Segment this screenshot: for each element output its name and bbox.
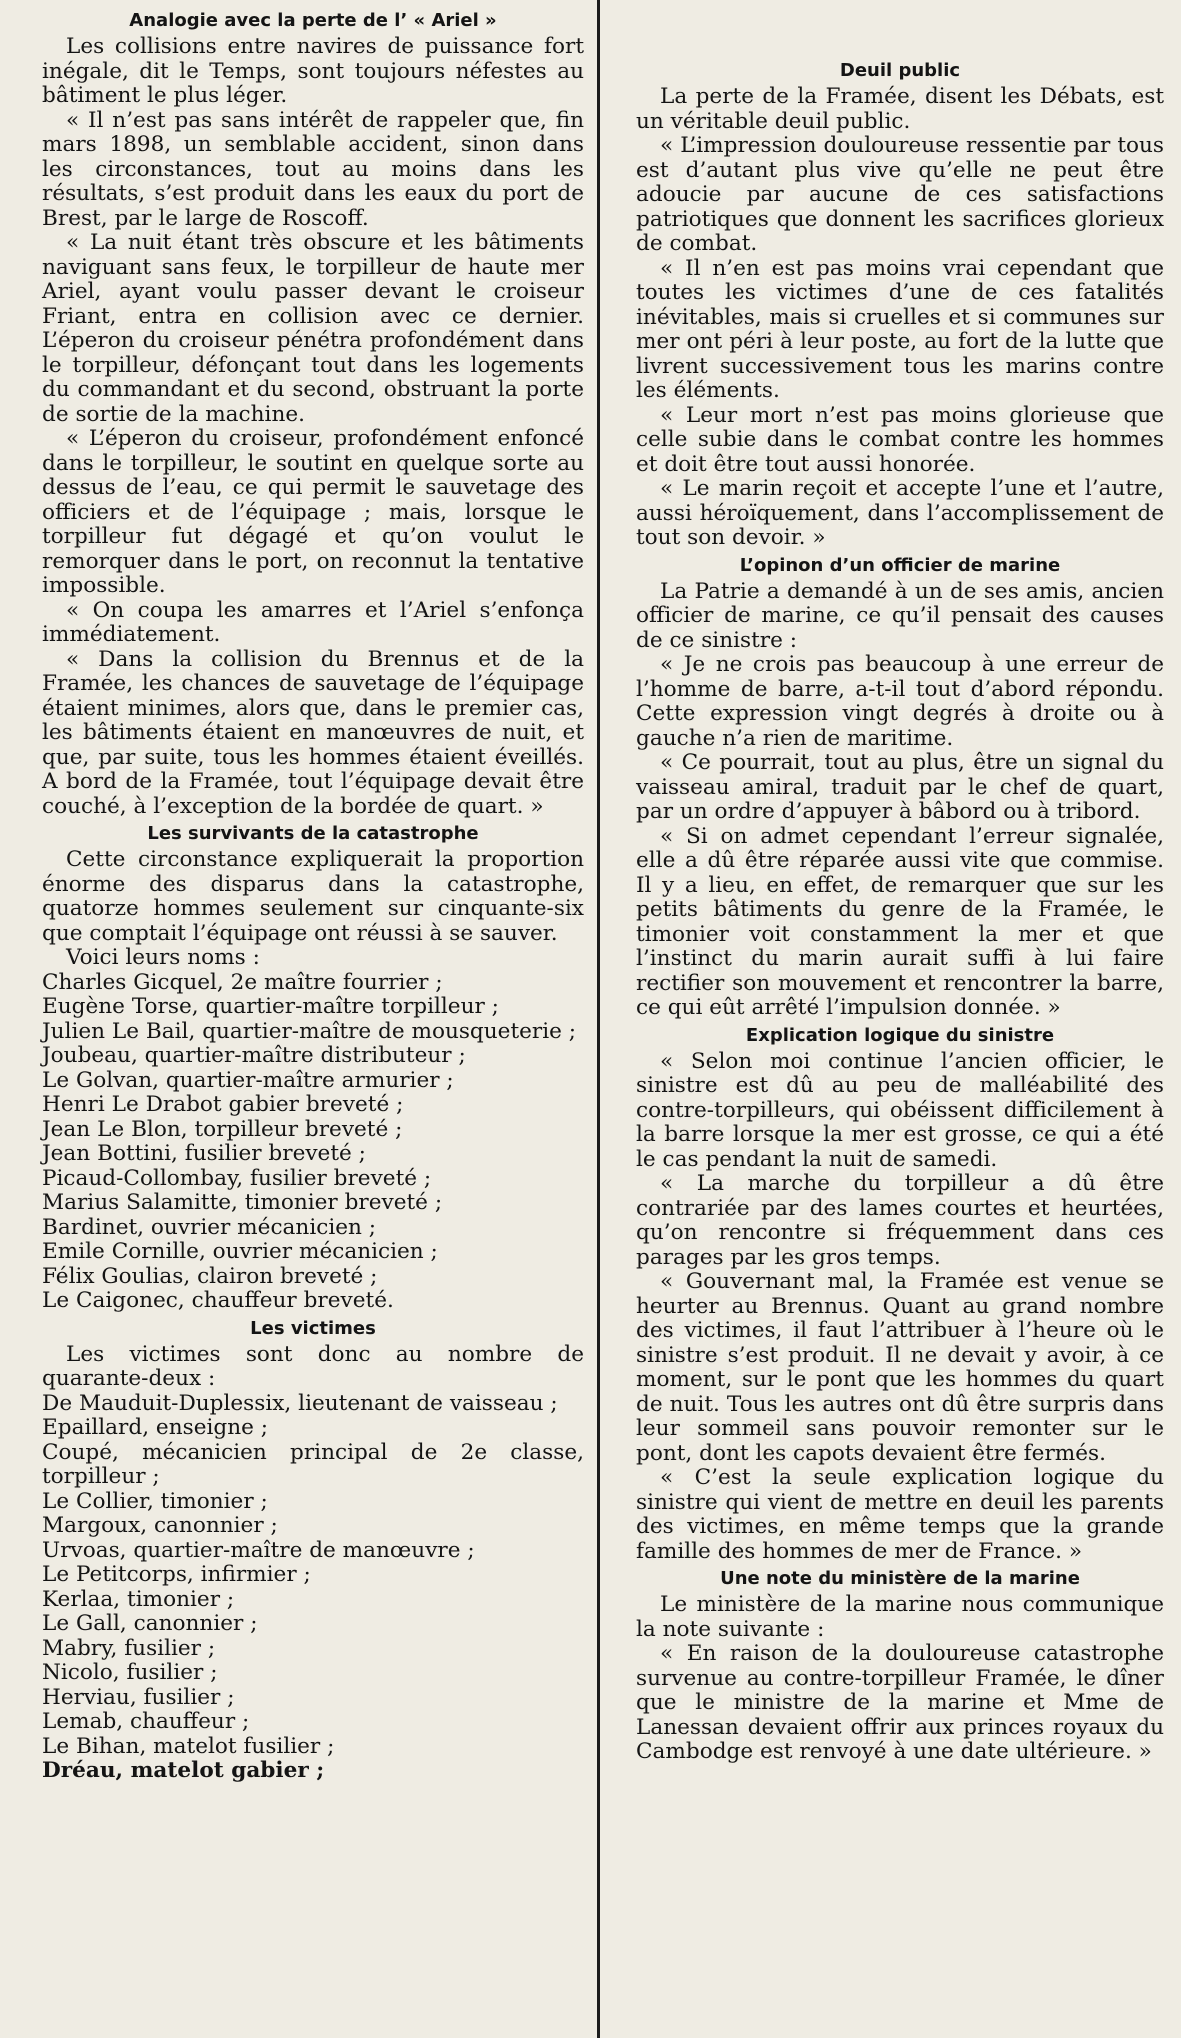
paragraph: « L’impression douloureuse ressentie par tous est d’autant plus vive qu’elle ne peut être adoucie par aucune de ces satisfactions patriotiques que donnent les sacrifices glorieux de combat. xyxy=(636,133,1164,256)
victim-name: Le Collier, timonier ; xyxy=(42,1488,268,1514)
survivor-name: Marius Salamitte, timonier breveté ; xyxy=(42,1190,443,1215)
section-heading-survivants: Les survivants de la catastrophe xyxy=(147,823,479,844)
victim-name: De Mauduit-Duplessix, lieutenant de vaisseau ; xyxy=(42,1390,558,1416)
victim-name: Margoux, canonnier ; xyxy=(42,1513,278,1538)
survivor-name: Le Caigonec, chauffeur breveté. xyxy=(42,1288,394,1313)
paragraph: La Patrie a demandé à un de ses amis, ancien officier de marine, ce qu’il pensait des causes de ce sinistre : xyxy=(636,578,1164,653)
paragraph: « Ce pourrait, tout au plus, être un signal du vaisseau amiral, traduit par le chef de quart, par un ordre d’appuyer à bâbord ou à tribord. xyxy=(636,750,1164,824)
survivor-name: Emile Cornille, ouvrier mécanicien ; xyxy=(42,1239,438,1264)
victim-name: Lemab, chauffeur ; xyxy=(42,1709,250,1734)
paragraph: « On coupa les amarres et l’Ariel s’enfonça immédiatement. xyxy=(42,597,584,647)
section-heading-explication: Explication logique du sinistre xyxy=(745,1024,1055,1046)
victim-name: Le Bihan, matelot fusilier ; xyxy=(42,1733,335,1759)
survivor-name: Félix Goulias, clairon breveté ; xyxy=(42,1263,378,1289)
paragraph: « C’est la seule explication logique du sinistre qui vient de mettre en deuil les parents des victimes, en même temps que la grande famille des hommes de mer de France. » xyxy=(636,1465,1164,1564)
paragraph: « L’éperon du croiseur, profondément enfoncé dans le torpilleur, le soutint en quelque sorte au dessus de l’eau, ce qui permit le sauvetage des officiers et de l’équipage ; mais, lorsque le torpilleur fut dégagé et qu’on voulut le remorquer dans le port, on reconnut la tentative impossible. xyxy=(42,426,584,598)
survivor-name: Henri Le Drabot gabier breveté ; xyxy=(42,1092,404,1117)
paragraph: Le ministère de la marine nous communique la note suivante : xyxy=(636,1592,1164,1642)
paragraph: Les victimes sont donc au nombre de quarante-deux : xyxy=(42,1341,584,1391)
survivor-name: Jean Bottini, fusilier breveté ; xyxy=(42,1141,366,1166)
victim-name: Herviau, fusilier ; xyxy=(42,1684,235,1710)
victim-name: Nicolo, fusilier ; xyxy=(42,1660,218,1685)
paragraph: Voici leurs noms : xyxy=(66,945,260,970)
paragraph: « Leur mort n’est pas moins glorieuse que celle subie dans le combat contre les hommes et doit être tout aussi honorée. xyxy=(636,402,1164,477)
paragraph: « Il n’est pas sans intérêt de rappeler que, fin mars 1898, un semblable accident, sinon dans les circonstances, tout au moins dans les résultats, s’est produit dans les eaux du port de Brest, par le large de Roscoff. xyxy=(42,107,584,231)
paragraph: Les collisions entre navires de puissance fort inégale, dit le Temps, sont toujours néfestes au bâtiment le plus léger. xyxy=(42,34,584,108)
paragraph: La perte de la Framée, disent les Débats, est un véritable deuil public. xyxy=(636,84,1164,134)
left-column xyxy=(42,6,584,1784)
paragraph: « Dans la collision du Brennus et de la Framée, les chances de sauvetage de l’équipage étaient minimes, alors que, dans le premier cas, les bâtiments étaient en manœuvres de nuit, et que, par suite, tous les hommes étaient éveillés. A bord de la Framée, tout l’équipage devait être couché, à l’exception de la bordée de quart. » xyxy=(42,646,584,819)
survivor-name: Picaud-Collombay, fusilier breveté ; xyxy=(42,1165,432,1191)
paragraph: « Si on admet cependant l’erreur signalée, elle a dû être réparée aussi vite que commise. Il y a lieu, en effet, de remarquer que sur les petits bâtiments du genre de la Framée, le timonier voit constamment la mer et que l’instinct du marin aurait suffi à lui faire rectifier son mouvement et rencontrer la barre, ce qui eût arrêté l’impulsion donnée. » xyxy=(636,823,1164,1020)
victim-name: Epaillard, enseigne ; xyxy=(42,1415,269,1440)
paragraph: « Le marin reçoit et accepte l’une et l’autre, aussi héroïquement, dans l’accomplissement de tout son devoir. » xyxy=(636,476,1164,550)
victim-name: Le Gall, canonnier ; xyxy=(42,1611,258,1636)
victim-name: Urvoas, quartier-maître de manœuvre ; xyxy=(42,1537,475,1563)
survivor-name: Charles Gicquel, 2e maître fourrier ; xyxy=(42,969,443,995)
victim-name: Coupé, mécanicien principal de 2e classe, torpilleur ; xyxy=(42,1439,584,1489)
section-heading-ariel: Analogie avec la perte de l’ « Ariel » xyxy=(129,10,497,31)
section-heading-deuil: Deuil public xyxy=(839,60,961,81)
survivor-name: Julien Le Bail, quartier-maître de mousqueterie ; xyxy=(42,1018,577,1044)
column-divider xyxy=(597,0,600,2038)
paragraph: « Selon moi continue l’ancien officier, le sinistre est dû au peu de malléabilité des contre-torpilleurs, qui obéissent difficilement à la barre lorsque la mer est grosse, ce qui a été le cas pendant la nuit de samedi. xyxy=(636,1048,1164,1172)
section-heading-ministere: Une note du ministère de la marine xyxy=(720,1568,1080,1589)
right-column xyxy=(636,56,1164,1765)
survivor-name: Bardinet, ouvrier mécanicien ; xyxy=(42,1214,377,1240)
survivor-name: Eugène Torse, quartier-maître torpilleur ; xyxy=(42,994,499,1019)
paragraph: « Il n’en est pas moins vrai cependant que toutes les victimes d’une de ces fatalités inévitables, mais si cruelles et si communes sur mer ont péri à leur poste, au fort de la lutte que livrent successivement tous les marins contre les éléments. xyxy=(636,255,1164,403)
survivor-name: Joubeau, quartier-maître distributeur ; xyxy=(42,1043,466,1068)
victim-name: Dréau, matelot gabier ; xyxy=(42,1758,325,1783)
survivor-name: Le Golvan, quartier-maître armurier ; xyxy=(42,1067,454,1093)
paragraph: « La marche du torpilleur a dû être contrariée par des lames courtes et heurtées, qu’on rencontre si fréquemment dans ces parages par les gros temps. xyxy=(636,1171,1164,1270)
victim-name: Le Petitcorps, infirmier ; xyxy=(42,1562,311,1587)
victim-name: Kerlaa, timonier ; xyxy=(42,1586,235,1612)
paragraph: « En raison de la douloureuse catastrophe survenue au contre-torpilleur Framée, le dîner que le ministre de la marine et Mme de Lanessan devaient offrir aux princes royaux du Cambodge est renvoyé à une date ultérieure. » xyxy=(636,1641,1164,1764)
survivor-name: Jean Le Blon, torpilleur breveté ; xyxy=(42,1116,403,1142)
victim-name: Mabry, fusilier ; xyxy=(42,1635,216,1661)
paragraph: « Je ne crois pas beaucoup à une erreur de l’homme de barre, a-t-il tout d’abord répondu. Cette expression vingt degrés à droite ou à gauche n’a rien de maritime. xyxy=(636,652,1164,751)
section-heading-victimes: Les victimes xyxy=(250,1317,376,1339)
paragraph: Cette circonstance expliquerait la proportion énorme des disparus dans la catastrophe, quatorze hommes seulement sur cinquante-six que comptait l’équipage ont réussi à se sauver. xyxy=(42,847,584,946)
section-heading-officier: L’opinon d’un officier de marine xyxy=(739,554,1061,576)
paragraph: « La nuit étant très obscure et les bâtiments naviguant sans feux, le torpilleur de haute mer Ariel, ayant voulu passer devant le croiseur Friant, entra en collision avec ce dernier. L’éperon du croiseur pénétra profondément dans le torpilleur, défonçant tout dans les logements du commandant et du second, obstruant la porte de sortie de la machine. xyxy=(42,230,584,427)
paragraph: « Gouvernant mal, la Framée est venue se heurter au Brennus. Quant au grand nombre des victimes, il faut l’attribuer à l’heure où le sinistre s’est produit. Il ne devait y avoir, à ce moment, sur le pont que les hommes du quart de nuit. Tous les autres ont dû être surpris dans leur sommeil sans pouvoir remonter sur le pont, dont les capots devaient être fermés. xyxy=(636,1269,1164,1466)
